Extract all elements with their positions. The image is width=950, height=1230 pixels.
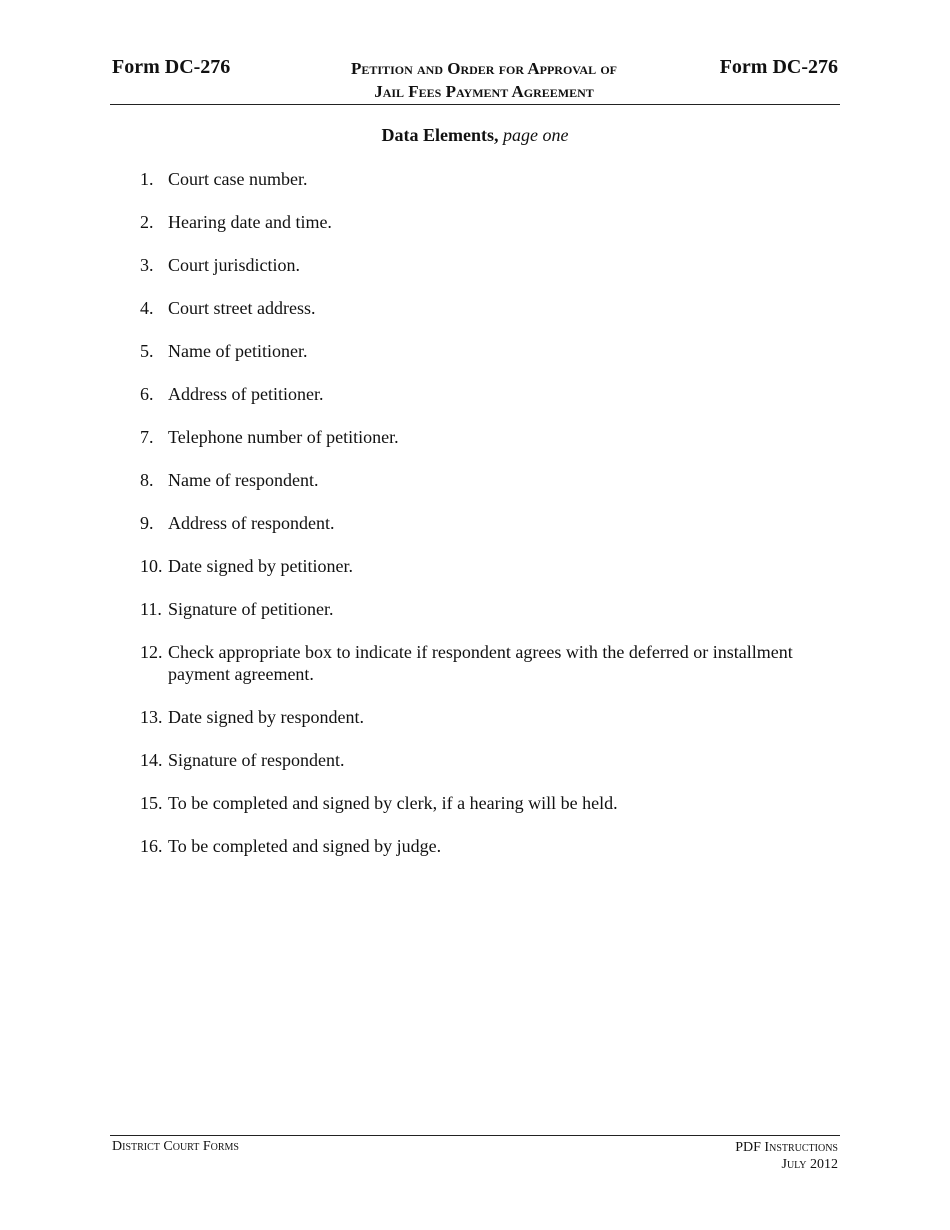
footer-right-line-2: July 2012 [781, 1157, 838, 1172]
list-item-text: Date signed by petitioner. [168, 556, 353, 576]
list-item [140, 426, 840, 448]
list-item [140, 254, 840, 276]
list-item-number: 9. [140, 513, 154, 533]
list-item [140, 297, 840, 319]
list-item-number: 1. [140, 169, 154, 189]
list-item-number: 12. [140, 642, 163, 662]
list-item [140, 211, 840, 233]
page-footer [110, 1135, 840, 1172]
footer-right-line-1: PDF Instructions [735, 1140, 838, 1155]
document-title [270, 57, 698, 103]
list-item-number: 3. [140, 255, 154, 275]
list-item-number: 7. [140, 427, 154, 447]
list-item-number: 10. [140, 556, 163, 576]
list-item-number: 5. [140, 341, 154, 361]
data-elements-list [140, 168, 840, 878]
form-id-left: Form DC-276 [112, 56, 231, 78]
list-item-number: 4. [140, 298, 154, 318]
list-item-number: 8. [140, 470, 154, 490]
list-item-number: 13. [140, 707, 163, 727]
list-item-number: 6. [140, 384, 154, 404]
list-item [140, 340, 840, 362]
list-item [140, 641, 840, 685]
list-item-number: 11. [140, 599, 162, 619]
list-item [140, 792, 840, 814]
list-item-number: 14. [140, 750, 163, 770]
footer-left: District Court Forms [112, 1139, 239, 1154]
subheading-bold: Data Elements, [381, 125, 499, 145]
list-item-text: Signature of petitioner. [168, 599, 334, 619]
list-item-text: Telephone number of petitioner. [168, 427, 399, 447]
list-item [140, 383, 840, 405]
list-item-text: Name of respondent. [168, 470, 319, 490]
list-item-text: Check appropriate box to indicate if respondent agrees with the deferred or installment payment agreement. [168, 642, 793, 684]
list-item-text: Address of petitioner. [168, 384, 324, 404]
list-item [140, 512, 840, 534]
list-item [140, 469, 840, 491]
list-item [140, 835, 840, 857]
subheading-italic: page one [503, 125, 569, 145]
list-item [140, 749, 840, 771]
list-item-text: Hearing date and time. [168, 212, 332, 232]
list-item-number: 15. [140, 793, 163, 813]
page-header [110, 56, 840, 105]
list-item-number: 2. [140, 212, 154, 232]
list-item-text: Date signed by respondent. [168, 707, 364, 727]
list-item [140, 168, 840, 190]
list-item-text: Signature of respondent. [168, 750, 345, 770]
list-item-text: Court jurisdiction. [168, 255, 300, 275]
title-line-1: Petition and Order for Approval of [351, 59, 617, 78]
form-id-right: Form DC-276 [719, 56, 838, 78]
list-item [140, 598, 840, 620]
list-item-text: Name of petitioner. [168, 341, 308, 361]
list-item [140, 555, 840, 577]
list-item-text: To be completed and signed by clerk, if a hearing will be held. [168, 793, 618, 813]
footer-right [735, 1139, 838, 1173]
list-item-text: To be completed and signed by judge. [168, 836, 442, 856]
title-line-2: Jail Fees Payment Agreement [374, 82, 594, 101]
list-item [140, 706, 840, 728]
list-item-number: 16. [140, 836, 163, 856]
list-item-text: Court case number. [168, 169, 308, 189]
section-subheading [0, 125, 950, 146]
list-item-text: Address of respondent. [168, 513, 335, 533]
list-item-text: Court street address. [168, 298, 316, 318]
